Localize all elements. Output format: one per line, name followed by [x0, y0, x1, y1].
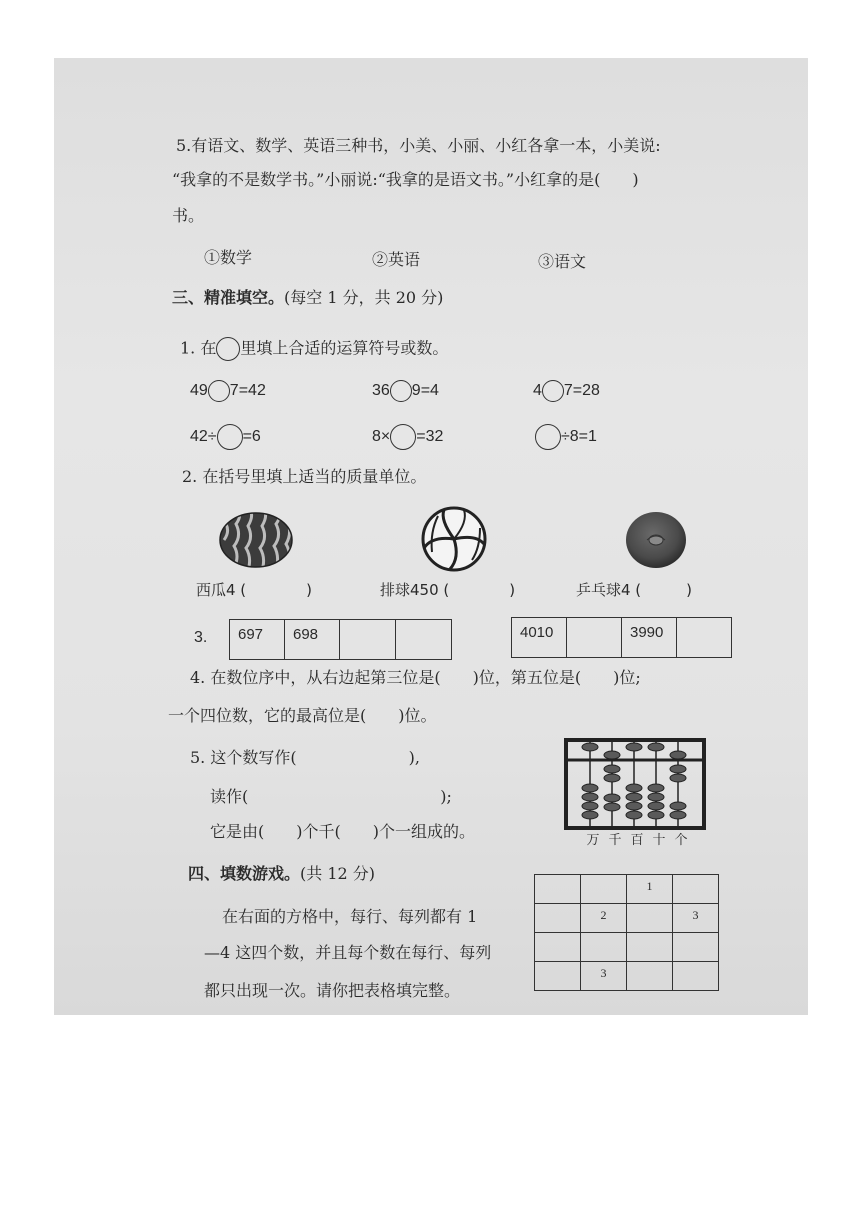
sequence-table-left: [229, 619, 452, 660]
section-4-title: 四、填数游戏。: [188, 864, 301, 883]
abacus-label-qian: 千: [608, 833, 622, 848]
abacus-label-wan: 万: [586, 833, 600, 848]
sequence-blank-cell[interactable]: [396, 620, 452, 660]
section-3-score: (每空 1 分，共 20 分): [284, 288, 444, 307]
section-3-title: 三、精准填空。: [172, 288, 285, 307]
grid-cell[interactable]: [627, 904, 673, 933]
equation-5: 8× =32: [372, 424, 443, 450]
grid-cell[interactable]: [673, 962, 719, 991]
grid-cell: 3: [581, 962, 627, 991]
section-4-text-3: 都只出现一次。请你把表格填完整。: [204, 981, 461, 1000]
q2-instruction: 2. 在括号里填上适当的质量单位。: [182, 467, 427, 486]
section-4-text-1: 在右面的方格中，每行、每列都有 1: [222, 907, 478, 926]
grid-cell[interactable]: [535, 875, 581, 904]
grid-cell[interactable]: [627, 933, 673, 962]
section-4-heading: [188, 866, 375, 882]
q5-read-line: 读作( );: [210, 787, 452, 806]
abacus-label-ge: 个: [674, 833, 688, 848]
grid-cell[interactable]: [673, 875, 719, 904]
answer-circle[interactable]: [217, 424, 243, 450]
grid-cell[interactable]: [535, 962, 581, 991]
equation-1: 49 7=42: [190, 380, 266, 402]
question-5-line3: 书。: [172, 206, 205, 225]
section-3-heading: [172, 290, 443, 306]
answer-circle[interactable]: [542, 380, 564, 402]
option-2: ②英语: [372, 250, 421, 269]
q1-text-b: 里填上合适的运算符号或数。: [240, 338, 449, 358]
watermelon-label: 西瓜4 ( ): [196, 581, 313, 599]
grid-cell[interactable]: [627, 962, 673, 991]
volleyball-icon: [420, 506, 488, 572]
q1-instruction: [180, 337, 448, 361]
blank-circle-icon: [216, 337, 240, 361]
q3-label: 3.: [194, 629, 208, 646]
answer-circle[interactable]: [208, 380, 230, 402]
equation-6: ÷8=1: [535, 424, 597, 450]
q5-composition-line: 它是由( )个千( )个一组成的。: [210, 822, 475, 841]
grid-cell[interactable]: [535, 904, 581, 933]
q5-write-line: 5. 这个数写作( ),: [190, 748, 420, 767]
sequence-blank-cell[interactable]: [567, 618, 622, 658]
grid-cell[interactable]: [581, 933, 627, 962]
question-5-line1: 5.有语文、数学、英语三种书，小美、小丽、小红各拿一本，小美说:: [176, 136, 661, 155]
section-4-text-2: —4 这四个数，并且每个数在每行、每列: [204, 943, 492, 962]
abacus-icon: [564, 738, 706, 832]
sequence-table-right: [511, 617, 732, 658]
ping-pong-label: 乒乓球4 ( ): [576, 581, 693, 599]
abacus-label-shi: 十: [652, 833, 666, 848]
grid-cell[interactable]: [581, 875, 627, 904]
answer-circle[interactable]: [390, 424, 416, 450]
sequence-cell: 698: [285, 620, 340, 660]
equation-3: 4 7=28: [533, 380, 600, 402]
q4-line2: 一个四位数，它的最高位是( )位。: [168, 706, 437, 725]
grid-cell: 2: [581, 904, 627, 933]
grid-cell[interactable]: [535, 933, 581, 962]
question-5-line2: “我拿的不是数学书。”小丽说:“我拿的是语文书。”小红拿的是( ): [172, 170, 639, 189]
exam-page: [54, 58, 808, 1015]
abacus-place-labels: [582, 834, 692, 847]
answer-circle[interactable]: [390, 380, 412, 402]
watermelon-icon: [218, 510, 294, 570]
abacus-label-bai: 百: [630, 833, 644, 848]
grid-cell: 1: [627, 875, 673, 904]
q1-text-a: 1. 在: [180, 338, 217, 358]
sequence-cell: 3990: [622, 618, 677, 658]
sequence-blank-cell[interactable]: [677, 618, 732, 658]
option-1: ①数学: [204, 248, 253, 267]
sequence-cell: 697: [230, 620, 285, 660]
volleyball-label: 排球450 ( ): [380, 581, 516, 599]
equation-4: 42÷ =6: [190, 424, 261, 450]
answer-circle[interactable]: [535, 424, 561, 450]
grid-cell[interactable]: [673, 933, 719, 962]
sequence-blank-cell[interactable]: [340, 620, 396, 660]
grid-cell: 3: [673, 904, 719, 933]
ping-pong-ball-icon: [624, 510, 688, 570]
equation-2: 36 9=4: [372, 380, 439, 402]
section-4-score: (共 12 分): [300, 864, 376, 883]
sequence-cell: 4010: [512, 618, 567, 658]
q4-line1: 4. 在数位序中，从右边起第三位是( )位，第五位是( )位;: [190, 668, 641, 687]
option-3: ③语文: [538, 252, 587, 271]
number-puzzle-grid: [534, 874, 719, 991]
